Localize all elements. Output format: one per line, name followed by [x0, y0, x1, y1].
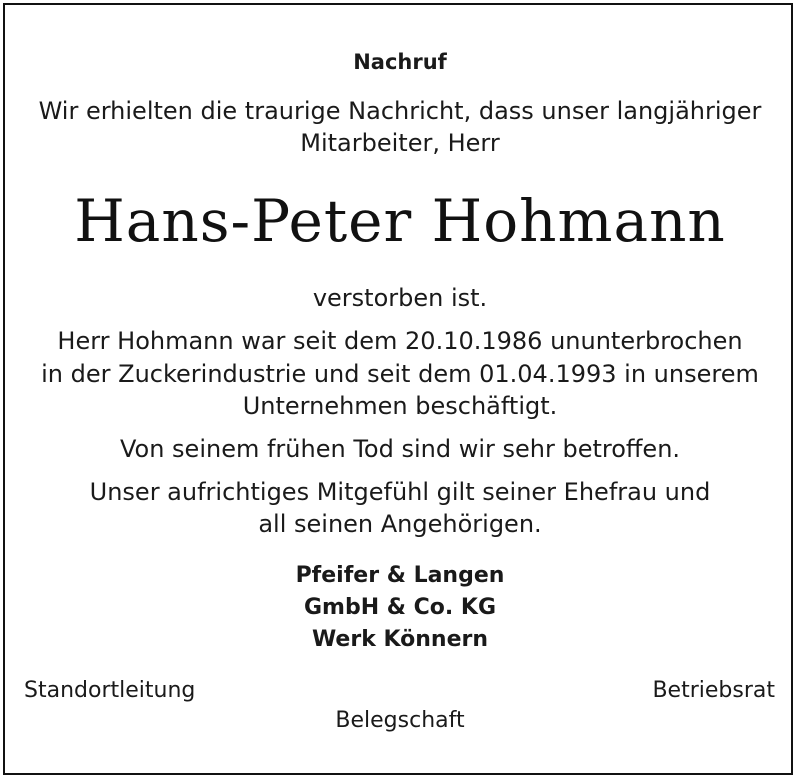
condolence-line-1: Unser aufrichtiges Mitgefühl gilt seiner Ehefrau und — [89, 478, 711, 506]
signatory-works-council: Betriebsrat — [652, 678, 775, 703]
signatory-staff: Belegschaft — [335, 708, 465, 733]
signatory-site-management: Standortleitung — [24, 678, 196, 703]
company-site: Werk Könnern — [311, 627, 489, 652]
notice-heading: Nachruf — [353, 50, 447, 74]
career-line-1: Herr Hohmann war seit dem 20.10.1986 ununterbrochen — [57, 327, 743, 355]
intro-line-1: Wir erhielten die traurige Nachricht, dass unser langjähriger — [38, 97, 762, 125]
condolence-line-2: all seinen Angehörigen. — [258, 510, 542, 538]
died-text: verstorben ist. — [312, 284, 488, 312]
company-name-line-1: Pfeifer & Langen — [295, 563, 505, 588]
deceased-name: Hans-Peter Hohmann — [74, 187, 726, 255]
career-line-2: in der Zuckerindustrie und seit dem 01.04.1993 in unserem — [41, 360, 759, 388]
company-name-line-2: GmbH & Co. KG — [303, 595, 497, 620]
career-line-3: Unternehmen beschäftigt. — [242, 392, 558, 420]
intro-line-2: Mitarbeiter, Herr — [300, 129, 500, 157]
affected-text: Von seinem frühen Tod sind wir sehr betroffen. — [119, 435, 681, 463]
